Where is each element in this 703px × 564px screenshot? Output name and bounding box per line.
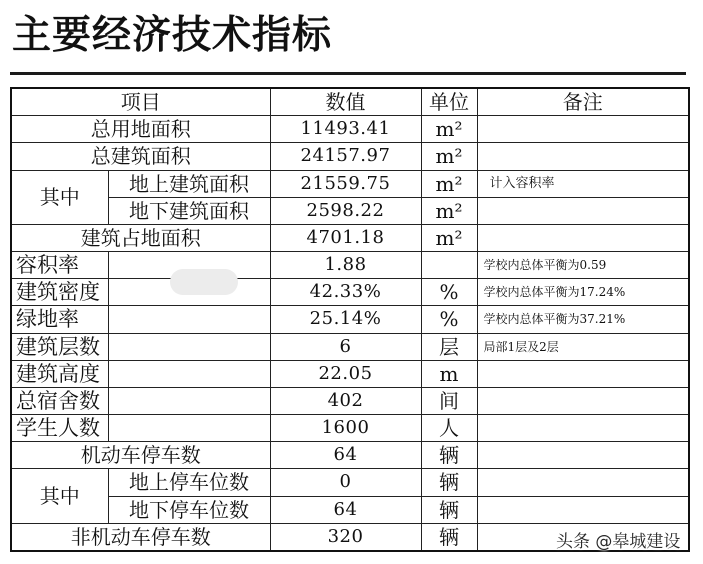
row-value: 1600 [270,415,421,442]
row-value: 1.88 [270,252,421,279]
empty-cell [108,415,270,442]
row-remark [477,360,689,387]
row-unit: m [421,360,477,387]
row-sublabel: 地上建筑面积 [108,170,270,197]
row-value: 24157.97 [270,143,421,170]
row-unit: 人 [421,415,477,442]
row-unit: 间 [421,387,477,414]
header-value: 数值 [270,88,421,116]
table-row [11,415,689,442]
table-row [11,469,689,496]
row-value: 6 [270,333,421,360]
row-unit: m² [421,116,477,143]
table-row [11,170,689,197]
group-label-among: 其中 [11,170,108,224]
table-row [11,116,689,143]
table-row [11,360,689,387]
row-value: 402 [270,387,421,414]
row-remark [477,469,689,496]
row-sublabel: 地上停车位数 [108,469,270,496]
header-item: 项目 [11,88,270,116]
row-unit: m² [421,143,477,170]
row-label: 总建筑面积 [11,143,270,170]
row-label: 学生人数 [11,415,108,442]
row-value: 42.33% [270,279,421,306]
row-unit: 辆 [421,442,477,469]
indicators-table [10,87,690,552]
row-label: 建筑占地面积 [11,224,270,251]
table-row [11,387,689,414]
header-unit: 单位 [421,88,477,116]
watermark-text: 头条 @皋城建设 [556,532,681,552]
row-remark [477,116,689,143]
row-value: 21559.75 [270,170,421,197]
row-unit: m² [421,224,477,251]
empty-cell [108,360,270,387]
row-sublabel: 地下建筑面积 [108,197,270,224]
row-remark: 计入容积率 [477,170,689,197]
row-sublabel: 地下停车位数 [108,496,270,523]
row-label: 绿地率 [11,306,108,333]
row-unit: 辆 [421,496,477,523]
group-label-among: 其中 [11,469,108,523]
table-row [11,143,689,170]
title-underline [10,72,686,75]
row-remark [477,197,689,224]
row-unit: 辆 [421,469,477,496]
row-label: 非机动车停车数 [11,523,270,551]
row-value: 320 [270,523,421,551]
empty-cell [108,333,270,360]
row-label: 总宿舍数 [11,387,108,414]
table-row [11,442,689,469]
row-value: 4701.18 [270,224,421,251]
blurred-smudge [170,269,238,295]
header-remark: 备注 [477,88,689,116]
row-unit: % [421,279,477,306]
row-remark [477,387,689,414]
row-value: 2598.22 [270,197,421,224]
row-value: 11493.41 [270,116,421,143]
row-label: 建筑密度 [11,279,108,306]
row-remark: 学校内总体平衡为17.24% [477,279,689,306]
row-remark [477,442,689,469]
row-label: 建筑层数 [11,333,108,360]
empty-cell [108,387,270,414]
row-remark: 局部1层及2层 [477,333,689,360]
table-row [11,252,689,279]
table-row [11,279,689,306]
row-remark: 学校内总体平衡为0.59 [477,252,689,279]
row-unit: % [421,306,477,333]
row-value: 64 [270,442,421,469]
row-remark: 学校内总体平衡为37.21% [477,306,689,333]
row-unit: m² [421,197,477,224]
table-row [11,306,689,333]
row-remark [477,143,689,170]
row-unit: m² [421,170,477,197]
row-label: 总用地面积 [11,116,270,143]
row-label: 建筑高度 [11,360,108,387]
empty-cell [108,306,270,333]
row-unit [421,252,477,279]
row-remark [477,224,689,251]
page-title: 主要经济技术指标 [12,13,333,58]
row-value: 22.05 [270,360,421,387]
table-row [11,224,689,251]
row-value: 64 [270,496,421,523]
row-label: 机动车停车数 [11,442,270,469]
row-unit: 辆 [421,523,477,551]
row-value: 25.14% [270,306,421,333]
row-remark [477,415,689,442]
table-row [11,333,689,360]
row-remark [477,496,689,523]
row-unit: 层 [421,333,477,360]
row-label: 容积率 [11,252,108,279]
header-row [11,88,689,116]
table-row [11,197,689,224]
row-value: 0 [270,469,421,496]
table-row [11,496,689,523]
